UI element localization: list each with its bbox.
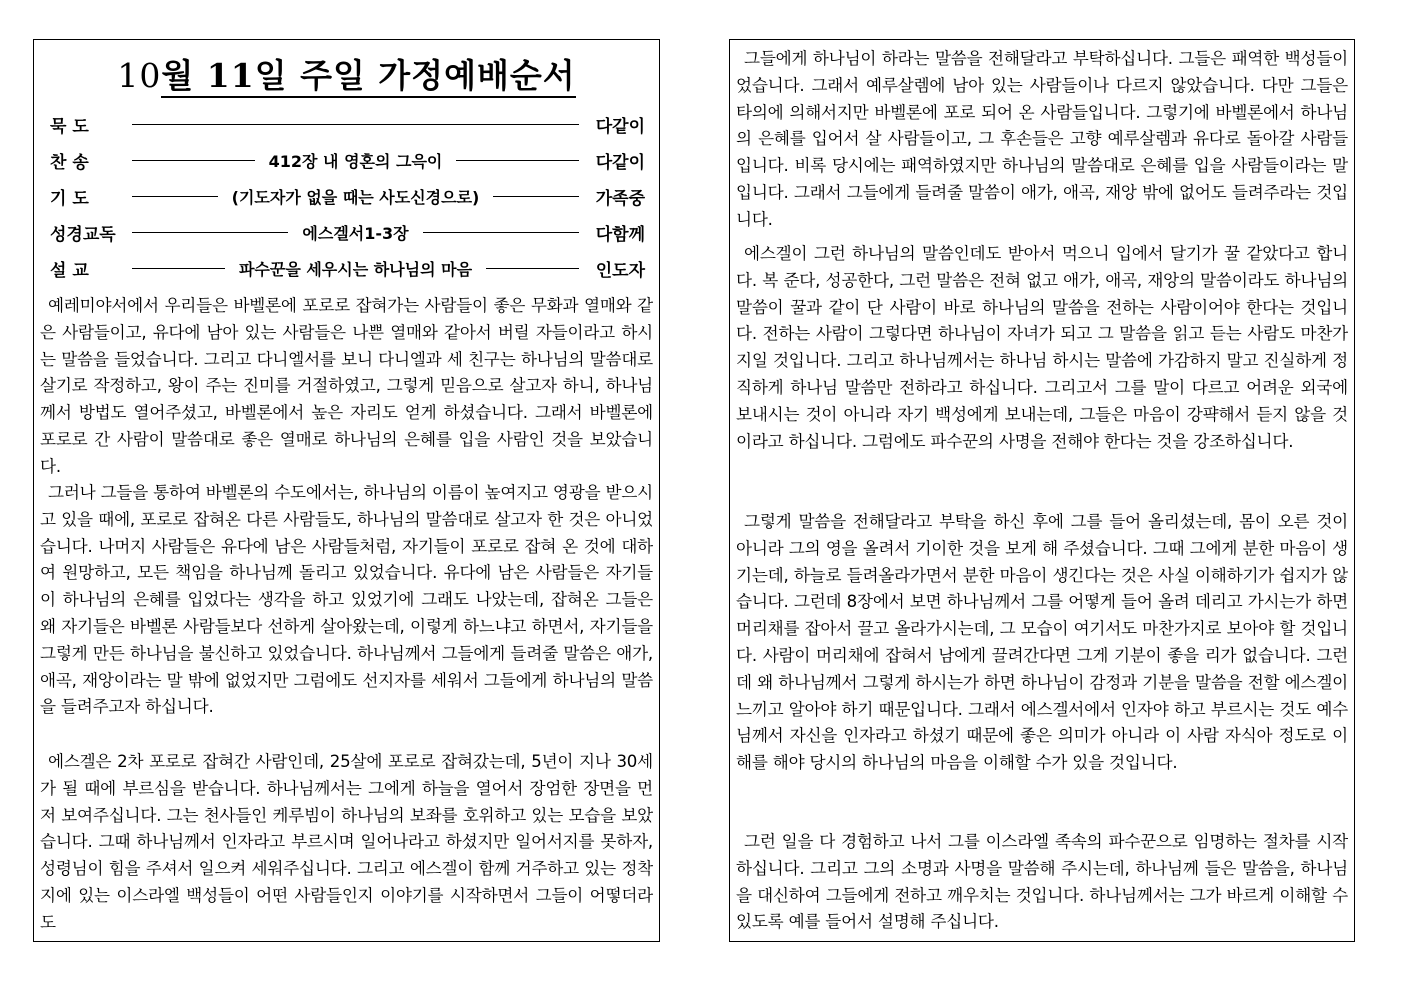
order-label: 묵 도 (50, 116, 89, 137)
order-content: (기도자가 없을 때는 사도신경으로) (231, 187, 480, 207)
sermon-paragraph: 예레미야서에서 우리들은 바벨론에 포로로 잡혀가는 사람들이 좋은 무화과 열매와 같은 사람들이고, 유다에 남아 있는 사람들은 나쁜 열매와 같아서 버릴 자들이라고 하시는 말씀을 들었습니다. 그리고 다니엘서를 보니 다니엘과 세 친구는 하나님의 말씀대로 살기로 작정하고, 왕이 주는 진미를 거절하였고, 그렇게 믿음으로 살고자 하니, 하나님께서 방법도 열어주셨고, 바벨론에서 높은 자리도 얻게 하셨습니다. 그래서 바벨론에 포로로 간 사람이 말씀대로 좋은 열매로 하나님의 은혜를 입을 사람인 것을 보았습니다. (40, 296, 653, 476)
title-text: 월 11일 주일 가정예배순서 (161, 56, 575, 98)
sermon-paragraph: 그들에게 하나님이 하라는 말씀을 전해달라고 부탁하십니다. 그들은 패역한 백성들이었습니다. 그래서 예루살렘에 남아 있는 사람들이나 다르지 않았습니다. 다만 그들은 타의에 의해서지만 바벨론에 포로 되어 온 사람들입니다. 그렇기에 바벨론에서 하나님의 은혜를 입어서 살 사람들이고, 그 후손들은 고향 예루살렘과 유다로 돌아갈 사람들입니다. 비록 당시에는 패역하였지만 하나님의 말씀대로 은혜를 입을 사람들이라는 말입니다. 그래서 그들에게 들려줄 말씀이 애가, 애곡, 재앙 밖에 없어도 들려주라는 것입니다. (736, 49, 1348, 229)
leader-line (132, 196, 218, 197)
order-participant: 다함께 (595, 224, 645, 245)
leader-line (456, 160, 579, 161)
leader-line (132, 268, 225, 269)
left-page (33, 39, 660, 942)
leader-line (486, 268, 579, 269)
order-row-scripture (44, 214, 649, 250)
sermon-paragraph: 그러나 그들을 통하여 바벨론의 수도에서는, 하나님의 이름이 높여지고 영광을 받으시고 있을 때에, 포로로 잡혀온 다른 사람들도, 하나님의 말씀대로 살고자 한 것은 아니었습니다. 나머지 사람들은 유다에 남은 사람들처럼, 자기들이 포로로 잡혀 온 것에 대하여 원망하고, 모든 책임을 하나님께 돌리고 있었습니다. 유다에 남은 사람들은 자기들이 하나님의 은혜를 입었다는 생각을 하고 있었기에 그래도 나았는데, 잡혀온 그들은 왜 자기들은 바벨론 사람들보다 선하게 살아왔는데, 이렇게 하느냐고 하면서, 자기들을 그렇게 만든 하나님을 불신하고 있었습니다. 하나님께서 그들에게 들려줄 말씀은 애가, 애곡, 재앙이라는 말 밖에 없었지만 그럼에도 선지자를 세워서 그들에게 하나님의 말씀을 들려주고자 하십니다. (40, 483, 653, 717)
sermon-paragraph: 그렇게 말씀을 전해달라고 부탁을 하신 후에 그를 들어 올리셨는데, 몸이 오른 것이 아니라 그의 영을 올려서 기이한 것을 보게 해 주셨습니다. 그때 그에게 분한 마음이 생기는데, 하늘로 들려올라가면서 분한 마음이 생긴다는 것은 사실 이해하기가 쉽지가 않습니다. 그런데 8장에서 보면 하나님께서 그를 어떻게 들어 올려 데리고 가시는가 하면 머리채를 잡아서 끌고 올라가시는데, 그 모습이 여기서도 마찬가지로 보아야 할 것입니다. 사람이 머리채에 잡혀서 남에게 끌려간다면 그게 기분이 좋을 리가 없습니다. 그런데 왜 하나님께서 그렇게 하시는가 하면 하나님이 감정과 기분을 말씀을 전할 에스겔이 느끼고 알아야 하기 때문입니다. 그래서 에스겔서에서 인자야 하고 부르시는 것도 예수님께서 자신을 인자라고 하셨기 때문에 좋은 의미가 아니라 이 사람 자식아 정도로 이해를 해야 당시의 하나님의 마음을 이해할 수가 있을 것입니다. (736, 512, 1348, 773)
page-title (34, 50, 659, 97)
leader-line (132, 160, 255, 161)
order-content: 412장 내 영혼의 그윽이 (268, 151, 443, 171)
order-content: 에스겔서1-3장 (302, 223, 409, 243)
order-participant: 인도자 (595, 260, 646, 281)
order-row-hymn (44, 142, 649, 178)
order-participant: 다같이 (595, 116, 645, 137)
worship-order (44, 106, 649, 286)
order-label: 설 교 (50, 260, 89, 281)
leader-line (423, 232, 579, 233)
title-number: 10 (117, 56, 162, 95)
leader-line (132, 232, 288, 233)
order-row-silent-prayer (44, 106, 649, 142)
order-row-sermon (44, 250, 649, 286)
order-content: 파수꾼을 세우시는 하나님의 마음 (238, 259, 473, 279)
order-row-prayer (44, 178, 649, 214)
order-label: 성경교독 (50, 224, 116, 245)
sermon-paragraph: 에스겔이 그런 하나님의 말씀인데도 받아서 먹으니 입에서 달기가 꿀 같았다고 합니다. 복 준다, 성공한다, 그런 말씀은 전혀 없고 애가, 애곡, 재앙의 말씀이라도 하나님의 말씀이 꿀과 같이 단 사람이 바로 하나님의 말씀을 전하는 사람이어야 한다는 것입니다. 전하는 사람이 그렇다면 하나님이 자녀가 되고 그 말씀을 읽고 듣는 사람도 마찬가지일 것입니다. 그리고 하나님께서는 하나님 하시는 말씀에 가감하지 말고 진실하게 정직하게 하나님 말씀만 전하라고 하십니다. 그리고서 그를 말이 다르고 어려운 외국에 보내시는 것이 아니라 자기 백성에게 보내는데, 그들은 마음이 강퍅해서 듣지 않을 것이라고 하십니다. 그럼에도 파수꾼의 사명을 전해야 한다는 것을 강조하십니다. (736, 244, 1348, 451)
sermon-paragraph: 그런 일을 다 경험하고 나서 그를 이스라엘 족속의 파수꾼으로 임명하는 절차를 시작하십니다. 그리고 그의 소명과 사명을 말씀해 주시는데, 하나님께 들은 말씀을, 하나님을 대신하여 그들에게 전하고 깨우치는 것입니다. 하나님께서는 그가 바르게 이해할 수 있도록 예를 들어서 설명해 주십니다. (736, 832, 1348, 932)
right-page (729, 39, 1355, 942)
leader-line (132, 124, 579, 125)
order-label: 기 도 (50, 188, 89, 209)
order-participant: 가족중 (595, 188, 646, 209)
order-participant: 다같이 (595, 152, 646, 173)
order-label: 찬 송 (50, 152, 89, 173)
leader-line (493, 196, 579, 197)
sermon-paragraph: 에스겔은 2차 포로로 잡혀간 사람인데, 25살에 포로로 잡혀갔는데, 5년이 지나 30세가 될 때에 부르심을 받습니다. 하나님께서는 그에게 하늘을 열어서 장엄한 장면을 먼저 보여주십니다. 그는 천사들인 케루빔이 하나님의 보좌를 호위하고 있는 모습을 보았습니다. 그때 하나님께서 인자라고 부르시며 일어나라고 하셨지만 일어서지를 못하자, 성령님이 힘을 주셔서 일으켜 세워주십니다. 그리고 에스겔이 함께 거주하고 있는 정착지에 있는 이스라엘 백성들이 어떤 사람들인지 이야기를 시작하면서 그들이 어떻더라도 (40, 752, 653, 932)
